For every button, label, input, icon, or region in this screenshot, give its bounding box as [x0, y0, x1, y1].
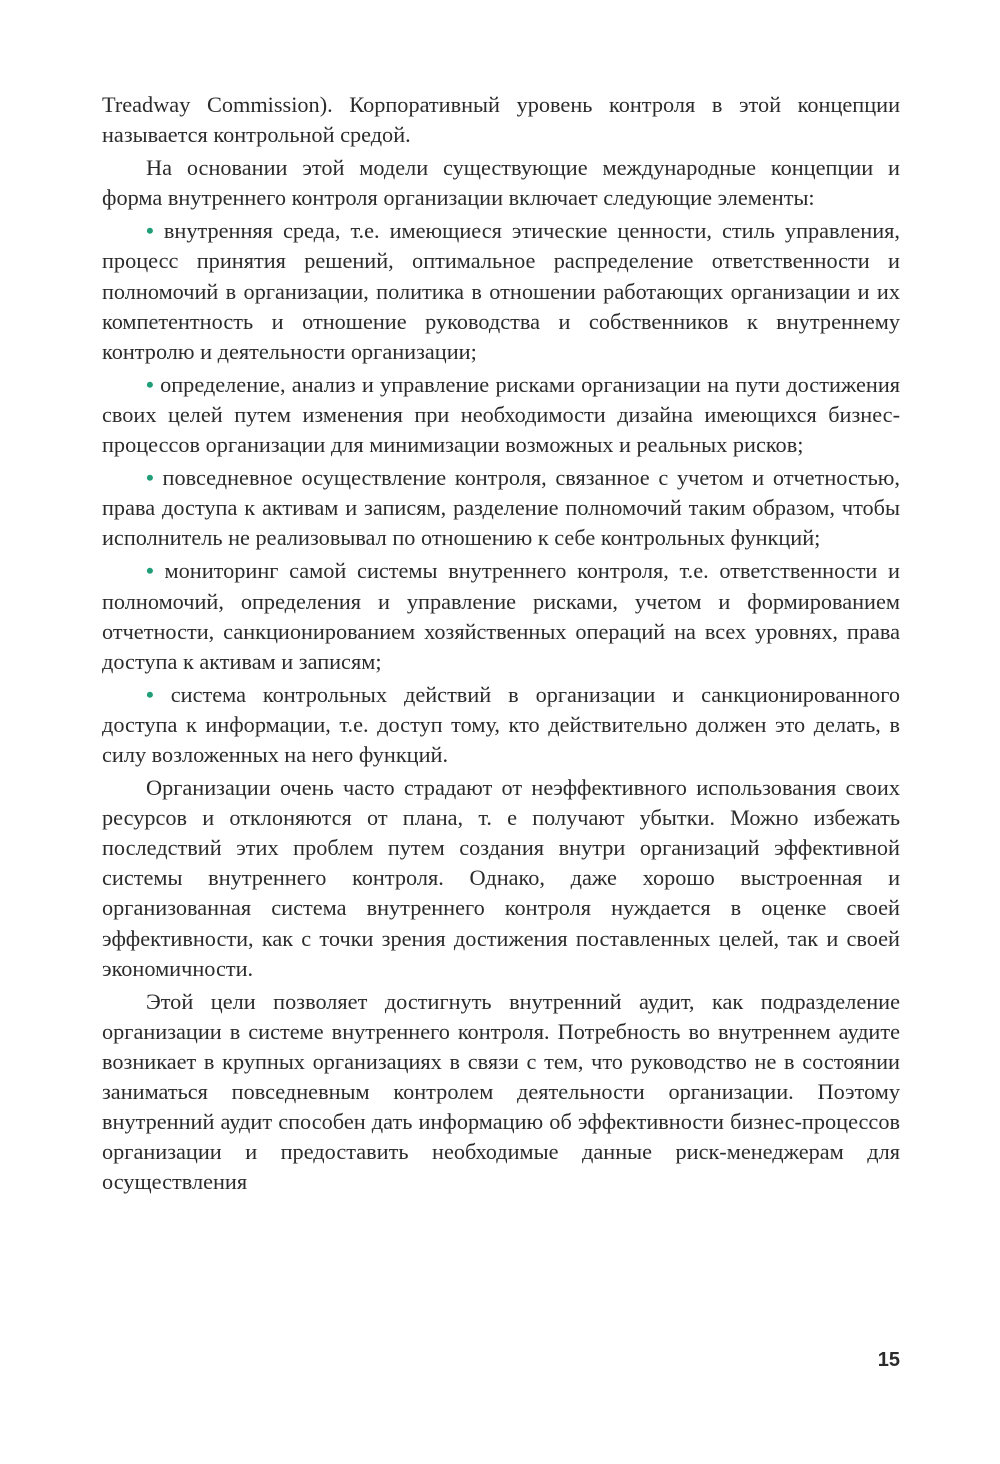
bullet-text: система контрольных действий в организации и санкционированного доступа к информации, т.е. доступ тому, кто действительно должен это делать, в силу возложенных на него функций. — [102, 681, 900, 767]
paragraph-text: Организации очень часто страдают от неэффективного использования своих ресурсов и отклоняются от плана, т. е получают убытки. Можно избежать последствий этих проблем путем создания внутри организаций эффективной системы внутреннего контроля. Однако, даже хорошо выстроенная и организованная система внутреннего контроля нуждается в оценке своей эффективности, как с точки зрения достижения поставленных целей, так и своей экономичности. — [102, 775, 900, 981]
paragraph-text: Treadway Commission). Корпоративный уровень контроля в этой концепции называется контрольной средой. — [102, 92, 900, 148]
paragraph — [102, 773, 900, 984]
paragraph-text: На основании этой модели существующие международные концепции и форма внутреннего контроля организации включает следующие элементы: — [102, 155, 900, 211]
bullet-item — [102, 680, 900, 770]
bullet-item — [102, 556, 900, 676]
bullet-icon: • — [146, 371, 154, 397]
bullet-item — [102, 370, 900, 460]
bullet-icon: • — [146, 681, 154, 707]
bullet-text: повседневное осуществление контроля, связанное с учетом и отчетностью, права доступа к активам и записям, разделение полномочий таким образом, чтобы исполнитель не реализовывал по отношению к себе контрольных функций; — [102, 465, 900, 551]
bullet-text: внутренняя среда, т.е. имеющиеся этические ценности, стиль управления, процесс принятия решений, оптимальное распределение ответственности и полномочий в организации, политика в отношении работающих организации и их компетентность и отношение руководства и собственников к внутреннему контролю и деятельности организации; — [102, 218, 900, 364]
bullet-item — [102, 216, 900, 366]
paragraph-continuation — [102, 90, 900, 150]
paragraph — [102, 987, 900, 1198]
bullet-item — [102, 463, 900, 553]
bullet-icon: • — [146, 218, 154, 244]
page-number: 15 — [877, 1349, 900, 1371]
paragraph-text: Этой цели позволяет достигнуть внутренний аудит, как подразделение организации в системе внутреннего контроля. Потребность во внутреннем аудите возникает в крупных организациях в связи с тем, что руководство не в состоянии заниматься повседневным контролем деятельности организации. Поэтому внутренний аудит способен дать информацию об эффективности бизнес-процессов организации и предоставить необходимые данные риск-менеджерам для осуществления — [102, 988, 900, 1195]
bullet-text: мониторинг самой системы внутреннего контроля, т.е. ответственности и полномочий, определения и управление рисками, учетом и формированием отчетности, санкционированием хозяйственных операций на всех уровнях, права доступа к активам и записям; — [102, 558, 900, 674]
body-text — [102, 90, 900, 1197]
bullet-icon: • — [146, 558, 154, 584]
bullet-text: определение, анализ и управление рисками организации на пути достижения своих целей путем изменения при необходимости дизайна имеющихся бизнес-процессов организации для минимизации возможных и реальных рисков; — [102, 371, 901, 458]
paragraph — [102, 153, 900, 213]
bullet-icon: • — [146, 465, 154, 491]
